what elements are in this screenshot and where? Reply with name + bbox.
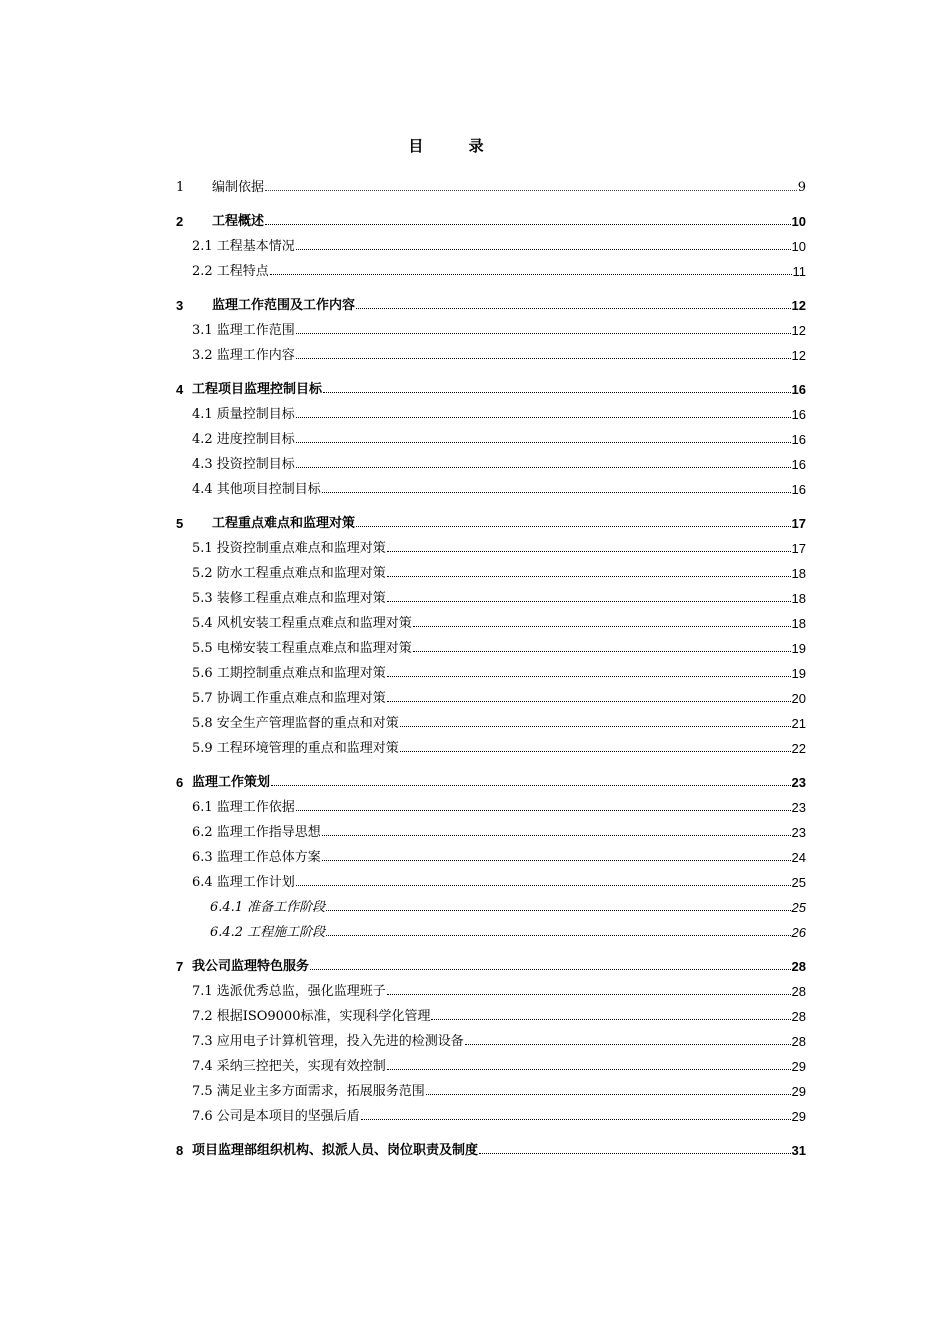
toc-leader-dots bbox=[479, 1152, 791, 1154]
toc-entry[interactable] bbox=[176, 915, 806, 940]
toc-entry-page: 18 bbox=[791, 591, 806, 606]
toc-entry-number: 3 bbox=[176, 298, 184, 313]
toc-entry-label: 监理工作范围及工作内容 bbox=[212, 297, 356, 312]
toc-entry-label: 监理工作计划 bbox=[216, 875, 295, 890]
toc-entry-number: 4.1 bbox=[192, 407, 213, 422]
toc-leader-dots bbox=[296, 466, 791, 468]
toc-entry-number: 5.4 bbox=[192, 616, 213, 631]
toc-entry-page: 17 bbox=[791, 516, 806, 531]
toc-entry-label: 应用电子计算机管理，投入先进的检测设备 bbox=[216, 1034, 464, 1049]
toc-entry-label: 选派优秀总监，强化监理班子 bbox=[216, 984, 386, 999]
toc-entry-label: 满足业主多方面需求，拓展服务范围 bbox=[216, 1084, 425, 1099]
toc-entry-number: 5.3 bbox=[192, 591, 213, 606]
toc-leader-dots bbox=[431, 1018, 790, 1020]
toc-entry-label: 工期控制重点难点和监理对策 bbox=[216, 666, 386, 681]
toc-entry-page: 21 bbox=[791, 716, 806, 731]
toc-entry-page: 16 bbox=[791, 482, 806, 497]
toc-entry-label: 采纳三控把关，实现有效控制 bbox=[216, 1059, 386, 1074]
toc-entry-number: 4 bbox=[176, 382, 184, 397]
toc-entry-page: 26 bbox=[791, 925, 806, 940]
toc-leader-dots bbox=[296, 809, 791, 811]
toc-entry-number: 5.5 bbox=[192, 641, 213, 656]
toc-entry[interactable] bbox=[176, 1133, 806, 1158]
toc-entry-label: 投资控制重点难点和监理对策 bbox=[216, 541, 386, 556]
toc-entry[interactable] bbox=[176, 631, 806, 656]
toc-entry-page: 31 bbox=[791, 1143, 806, 1158]
toc-leader-dots bbox=[322, 834, 791, 836]
toc-entry-page: 12 bbox=[791, 348, 806, 363]
toc-leader-dots bbox=[296, 441, 791, 443]
toc-leader-dots bbox=[387, 675, 791, 677]
toc-entry-page: 22 bbox=[791, 741, 806, 756]
toc-leader-dots bbox=[465, 1043, 791, 1045]
toc-entry-page: 12 bbox=[791, 298, 806, 313]
toc-entry-number: 5.9 bbox=[192, 741, 213, 756]
toc-entry-number: 6.2 bbox=[192, 825, 213, 840]
toc-entry[interactable] bbox=[176, 397, 806, 422]
toc-entry-label: 监理工作策划 bbox=[192, 774, 271, 789]
toc-entry[interactable] bbox=[176, 447, 806, 472]
toc-entry-number: 7.3 bbox=[192, 1034, 213, 1049]
toc-entry-label: 其他项目控制目标 bbox=[216, 482, 321, 497]
toc-entry[interactable] bbox=[176, 170, 806, 195]
toc-entry-label: 装修工程重点难点和监理对策 bbox=[216, 591, 386, 606]
toc-entry-page: 25 bbox=[791, 875, 806, 890]
toc-entry-page: 18 bbox=[791, 566, 806, 581]
toc-entry-number: 6.3 bbox=[192, 850, 213, 865]
toc-entry-page: 28 bbox=[791, 984, 806, 999]
toc-entry-number: 4.4 bbox=[192, 482, 213, 497]
toc-entry-page: 11 bbox=[792, 264, 806, 279]
toc-entry[interactable] bbox=[176, 531, 806, 556]
toc-entry-page: 10 bbox=[791, 214, 806, 229]
toc-leader-dots bbox=[387, 550, 791, 552]
toc-entry-page: 29 bbox=[791, 1059, 806, 1074]
toc-leader-dots bbox=[296, 248, 791, 250]
toc-entry[interactable] bbox=[176, 706, 806, 731]
toc-entry-label: 监理工作总体方案 bbox=[216, 850, 321, 865]
toc-entry-label: 工程环境管理的重点和监理对策 bbox=[216, 741, 399, 756]
toc-leader-dots bbox=[326, 934, 790, 936]
toc-entry[interactable] bbox=[176, 1099, 806, 1124]
toc-leader-dots bbox=[387, 600, 791, 602]
toc-leader-dots bbox=[323, 391, 791, 393]
toc-leader-dots bbox=[310, 968, 791, 970]
toc-leader-dots bbox=[413, 625, 791, 627]
toc-entry-page: 23 bbox=[791, 825, 806, 840]
toc-entry[interactable] bbox=[176, 229, 806, 254]
toc-entry-number: 1 bbox=[176, 180, 185, 195]
toc-entry-page: 25 bbox=[791, 900, 806, 915]
toc-entry-number: 7.1 bbox=[192, 984, 213, 999]
toc-entry-label: 公司是本项目的坚强后盾 bbox=[216, 1109, 360, 1124]
toc-entry[interactable] bbox=[176, 204, 806, 229]
toc-leader-dots bbox=[270, 273, 792, 275]
toc-leader-dots bbox=[296, 416, 791, 418]
toc-entry-label: 工程特点 bbox=[216, 264, 269, 279]
toc-entry-page: 19 bbox=[791, 641, 806, 656]
toc-entry-page: 23 bbox=[791, 775, 806, 790]
toc-leader-dots bbox=[400, 750, 791, 752]
toc-leader-dots bbox=[322, 859, 791, 861]
toc-leader-dots bbox=[296, 884, 791, 886]
toc-entry-label: 我公司监理特色服务 bbox=[192, 958, 310, 973]
toc-entry-number: 6 bbox=[176, 775, 184, 790]
toc-leader-dots bbox=[296, 357, 791, 359]
toc-entry[interactable] bbox=[176, 338, 806, 363]
toc-entry[interactable] bbox=[176, 472, 806, 497]
toc-entry-number: 5.7 bbox=[192, 691, 213, 706]
toc-entry[interactable] bbox=[176, 1074, 806, 1099]
toc-leader-dots bbox=[426, 1093, 791, 1095]
toc-entry-label: 安全生产管理监督的重点和对策 bbox=[216, 716, 399, 731]
toc-entry-label: 监理工作范围 bbox=[216, 323, 295, 338]
toc-entry-number: 5.8 bbox=[192, 716, 213, 731]
toc-leader-dots bbox=[265, 223, 791, 225]
toc-entry-label: 监理工作内容 bbox=[216, 348, 295, 363]
toc-leader-dots bbox=[387, 993, 791, 995]
toc-entry-number: 4.2 bbox=[192, 432, 213, 447]
toc-entry-page: 16 bbox=[791, 382, 806, 397]
toc-leader-dots bbox=[326, 909, 790, 911]
toc-entry-number: 3.1 bbox=[192, 323, 213, 338]
toc-entry-label: 防水工程重点难点和监理对策 bbox=[216, 566, 386, 581]
toc-entry-page: 17 bbox=[791, 541, 806, 556]
toc-leader-dots bbox=[400, 725, 791, 727]
toc-leader-dots bbox=[361, 1118, 791, 1120]
toc-entry[interactable] bbox=[176, 731, 806, 756]
toc-leader-dots bbox=[413, 650, 791, 652]
toc-entry-page: 19 bbox=[791, 666, 806, 681]
toc-entry-page: 28 bbox=[791, 959, 806, 974]
toc-entry-label: 投资控制目标 bbox=[216, 457, 295, 472]
toc-entry-number: 5.6 bbox=[192, 666, 213, 681]
toc-entry[interactable] bbox=[176, 313, 806, 338]
toc-entry[interactable] bbox=[176, 1049, 806, 1074]
toc-leader-dots bbox=[296, 332, 791, 334]
toc-entry-page: 20 bbox=[791, 691, 806, 706]
toc-entry-page: 16 bbox=[791, 407, 806, 422]
toc-entry-label: 准备工作阶段 bbox=[247, 900, 326, 915]
toc-entry-number: 8 bbox=[176, 1143, 184, 1158]
toc-entry-number: 7 bbox=[176, 959, 184, 974]
toc-entry[interactable] bbox=[176, 656, 806, 681]
toc-entry-label: 工程施工阶段 bbox=[247, 925, 326, 940]
toc-entry-label: 风机安装工程重点难点和监理对策 bbox=[216, 616, 412, 631]
toc-entry[interactable] bbox=[176, 865, 806, 890]
toc-entry[interactable] bbox=[176, 372, 806, 397]
toc-entry-page: 29 bbox=[791, 1084, 806, 1099]
toc-entry[interactable] bbox=[176, 949, 806, 974]
toc-entry-label: 监理工作指导思想 bbox=[216, 825, 321, 840]
toc-leader-dots bbox=[271, 784, 791, 786]
toc-entry-number: 5.1 bbox=[192, 541, 213, 556]
toc-entry-page: 16 bbox=[791, 432, 806, 447]
toc-entry[interactable] bbox=[176, 790, 806, 815]
toc-entry-label: 协调工作重点难点和监理对策 bbox=[216, 691, 386, 706]
toc-entry-label: 根据ISO9000标准，实现科学化管理 bbox=[216, 1009, 431, 1024]
toc-entry-number: 4.3 bbox=[192, 457, 213, 472]
toc-entry-label: 工程基本情况 bbox=[216, 239, 295, 254]
toc-leader-dots bbox=[265, 189, 797, 191]
toc-entry-number: 5 bbox=[176, 516, 184, 531]
toc-entry[interactable] bbox=[176, 840, 806, 865]
toc-entry-page: 18 bbox=[791, 616, 806, 631]
toc-entry-page: 23 bbox=[791, 800, 806, 815]
toc-entry-number: 6.1 bbox=[192, 800, 213, 815]
toc-entry-page: 12 bbox=[791, 323, 806, 338]
toc-entry-page: 28 bbox=[791, 1034, 806, 1049]
toc-entry[interactable] bbox=[176, 1024, 806, 1049]
toc-entry-label: 编制依据 bbox=[212, 180, 265, 195]
toc-entry-number: 3.2 bbox=[192, 348, 213, 363]
toc-entry-label: 项目监理部组织机构、拟派人员、岗位职责及制度 bbox=[192, 1142, 479, 1157]
toc-entry-label: 工程重点难点和监理对策 bbox=[212, 515, 356, 530]
toc-entry[interactable] bbox=[176, 815, 806, 840]
toc-entry[interactable] bbox=[176, 606, 806, 631]
toc-entry-page: 24 bbox=[791, 850, 806, 865]
toc-entry-number: 2.2 bbox=[192, 264, 213, 279]
toc-entry-number: 2 bbox=[176, 214, 184, 229]
toc-leader-dots bbox=[387, 1068, 791, 1070]
toc-entry[interactable] bbox=[176, 999, 806, 1024]
toc-entry-label: 质量控制目标 bbox=[216, 407, 295, 422]
toc-entry[interactable] bbox=[176, 890, 806, 915]
toc-leader-dots bbox=[356, 525, 791, 527]
toc-entry[interactable] bbox=[176, 681, 806, 706]
toc-entry[interactable] bbox=[176, 254, 806, 279]
toc-entry[interactable] bbox=[176, 422, 806, 447]
toc-entry-number: 7.5 bbox=[192, 1084, 213, 1099]
toc-entry-page: 29 bbox=[791, 1109, 806, 1124]
table-of-contents bbox=[176, 170, 806, 1158]
toc-entry[interactable] bbox=[176, 765, 806, 790]
toc-entry-label: 监理工作依据 bbox=[216, 800, 295, 815]
toc-entry-number: 7.2 bbox=[192, 1009, 213, 1024]
toc-entry[interactable] bbox=[176, 556, 806, 581]
toc-leader-dots bbox=[387, 575, 791, 577]
toc-entry-label: 进度控制目标 bbox=[216, 432, 295, 447]
toc-entry-number: 7.4 bbox=[192, 1059, 213, 1074]
toc-entry-label: 电梯安装工程重点难点和监理对策 bbox=[216, 641, 412, 656]
toc-entry-label: 工程项目监理控制目标 bbox=[192, 381, 323, 396]
toc-leader-dots bbox=[387, 700, 791, 702]
toc-entry-page: 9 bbox=[797, 180, 806, 195]
toc-entry-number: 5.2 bbox=[192, 566, 213, 581]
toc-entry-page: 10 bbox=[791, 239, 806, 254]
toc-entry-page: 28 bbox=[791, 1009, 806, 1024]
toc-entry[interactable] bbox=[176, 506, 806, 531]
toc-entry[interactable] bbox=[176, 288, 806, 313]
toc-entry-number: 7.6 bbox=[192, 1109, 213, 1124]
toc-entry[interactable] bbox=[176, 581, 806, 606]
toc-entry-number: 6.4.2 bbox=[210, 925, 244, 940]
toc-leader-dots bbox=[356, 307, 791, 309]
toc-entry-number: 6.4.1 bbox=[210, 900, 244, 915]
toc-entry[interactable] bbox=[176, 974, 806, 999]
toc-entry-number: 6.4 bbox=[192, 875, 213, 890]
toc-title: 目 录 bbox=[408, 137, 504, 155]
toc-entry-label: 工程概述 bbox=[212, 213, 265, 228]
toc-leader-dots bbox=[322, 491, 791, 493]
toc-entry-number: 2.1 bbox=[192, 239, 213, 254]
toc-entry-page: 16 bbox=[791, 457, 806, 472]
